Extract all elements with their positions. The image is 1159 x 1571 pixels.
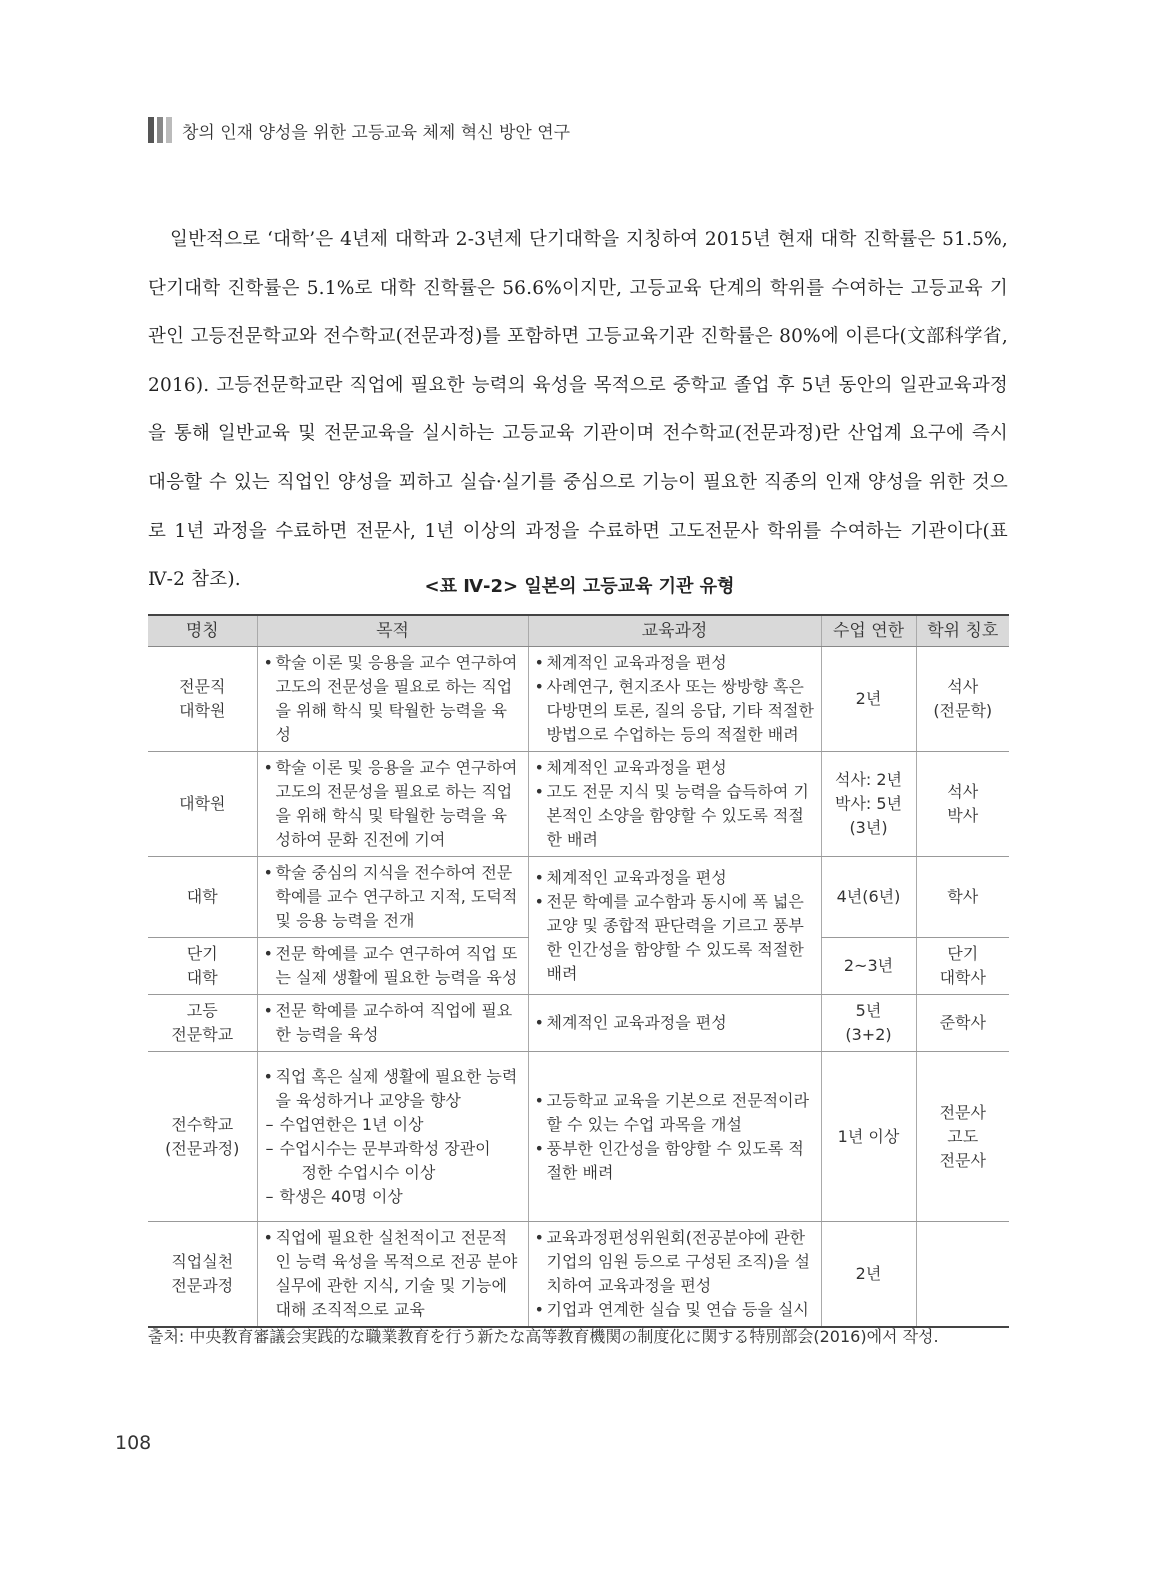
running-header [148, 117, 570, 143]
cell-years: 1년 이상 [821, 1052, 916, 1222]
cell-years: 2~3년 [821, 938, 916, 995]
cell-degree: 전문사 고도 전문사 [916, 1052, 1009, 1222]
cell-years: 석사: 2년 박사: 5년 (3년) [821, 752, 916, 857]
cell-name: 직업실천 전문과정 [148, 1222, 257, 1328]
header-years: 수업 연한 [821, 615, 916, 647]
table-caption: <표 Ⅳ-2> 일본의 고등교육 기관 유형 [424, 576, 735, 597]
header-name: 명칭 [148, 615, 257, 647]
table-row [148, 995, 1009, 1052]
cell-years: 2년 [821, 647, 916, 752]
cell-purpose: • 직업 혹은 실제 생활에 필요한 능력을 육성하거나 교양을 향상 – 수업연한은 1년 이상 – 수업시수는 문부과학성 장관이 정한 수업시수 이상 – 학생은 40명 이상 [257, 1052, 528, 1222]
cell-name: 단기 대학 [148, 938, 257, 995]
cell-curriculum: • 체계적인 교육과정을 편성 • 고도 전문 지식 및 능력을 습득하여 기본적인 소양을 함양할 수 있도록 적절한 배려 [528, 752, 821, 857]
header-curriculum: 교육과정 [528, 615, 821, 647]
cell-degree [916, 1222, 1009, 1328]
body-text [148, 216, 1008, 605]
header-purpose: 목적 [257, 615, 528, 647]
cell-purpose: • 학술 이론 및 응용을 교수 연구하여 고도의 전문성을 필요로 하는 직업을 위해 학식 및 탁월한 능력을 육성 [257, 647, 528, 752]
header-title: 창의 인재 양성을 위한 고등교육 체제 혁신 방안 연구 [182, 122, 571, 143]
table-header-row [148, 615, 1009, 647]
cell-purpose: • 학술 중심의 지식을 전수하여 전문 학예를 교수 연구하고 지적, 도덕적 및 응용 능력을 전개 [257, 857, 528, 938]
cell-curriculum: • 체계적인 교육과정을 편성 [528, 995, 821, 1052]
cell-degree: 단기 대학사 [916, 938, 1009, 995]
header-bar-icon [148, 117, 172, 143]
cell-degree: 학사 [916, 857, 1009, 938]
cell-purpose: • 전문 학예를 교수하여 직업에 필요한 능력을 육성 [257, 995, 528, 1052]
cell-purpose: • 직업에 필요한 실천적이고 전문적인 능력 육성을 목적으로 전공 분야 실무에 관한 지식, 기술 및 기능에 대해 조직적으로 교육 [257, 1222, 528, 1328]
cell-years: 5년 (3+2) [821, 995, 916, 1052]
cell-name: 대학 [148, 857, 257, 938]
cell-curriculum: • 체계적인 교육과정을 편성 • 사례연구, 현지조사 또는 쌍방향 혹은 다방면의 토론, 질의 응답, 기타 적절한 방법으로 수업하는 등의 적절한 배려 [528, 647, 821, 752]
cell-purpose: • 학술 이론 및 응용을 교수 연구하여 고도의 전문성을 필요로 하는 직업을 위해 학식 및 탁월한 능력을 육성하여 문화 진전에 기여 [257, 752, 528, 857]
cell-name: 전문직 대학원 [148, 647, 257, 752]
cell-name: 전수학교 (전문과정) [148, 1052, 257, 1222]
table-row [148, 647, 1009, 752]
cell-curriculum: • 교육과정편성위원회(전공분야에 관한 기업의 임원 등으로 구성된 조직)을 설치하여 교육과정을 편성 • 기업과 연계한 실습 및 연습 등을 실시 [528, 1222, 821, 1328]
page-number: 108 [115, 1432, 152, 1454]
cell-years: 2년 [821, 1222, 916, 1328]
cell-degree: 준학사 [916, 995, 1009, 1052]
header-degree: 학위 칭호 [916, 615, 1009, 647]
body-paragraph: 일반적으로 ‘대학’은 4년제 대학과 2-3년제 단기대학을 지칭하여 2015년 현재 대학 진학률은 51.5%, 단기대학 진학률은 5.1%로 대학 진학률은 56.6%이지만, 고등교육 단계의 학위를 수여하는 고등교육 기관인 고등전문학교와 전수학교(전문과정)를 포함하면 고등교육기관 진학률은 80%에 이른다(文部科学省, 2016). 고등전문학교란 직업에 필요한 능력의 육성을 목적으로 중학교 졸업 후 5년 동안의 일관교육과정을 통해 일반교육 및 전문교육을 실시하는 고등교육 기관이며 전수학교(전문과정)란 산업계 요구에 즉시 대응할 수 있는 직업인 양성을 꾀하고 실습·실기를 중심으로 기능이 필요한 직종의 인재 양성을 위한 것으로 1년 과정을 수료하면 전문사, 1년 이상의 과정을 수료하면 고도전문사 학위를 수여하는 기관이다(표 Ⅳ-2 참조). [148, 229, 1008, 591]
table-row [148, 1052, 1009, 1222]
table-source-note: 출처: 中央教育審議会実践的な職業教育を行う新たな高等教育機関の制度化に関する特別部会(2016)에서 작성. [148, 1327, 939, 1346]
table-row [148, 857, 1009, 938]
cell-name: 대학원 [148, 752, 257, 857]
cell-degree: 석사 (전문학) [916, 647, 1009, 752]
cell-curriculum: • 고등학교 교육을 기본으로 전문적이라 할 수 있는 수업 과목을 개설 • 풍부한 인간성을 함양할 수 있도록 적절한 배려 [528, 1052, 821, 1222]
table-row [148, 1222, 1009, 1328]
cell-name: 고등 전문학교 [148, 995, 257, 1052]
cell-years: 4년(6년) [821, 857, 916, 938]
institution-type-table [148, 614, 1009, 1328]
table-row [148, 752, 1009, 857]
cell-curriculum: • 체계적인 교육과정을 편성 • 전문 학예를 교수함과 동시에 폭 넓은 교양 및 종합적 판단력을 기르고 풍부한 인간성을 함양할 수 있도록 적절한 배려 [528, 857, 821, 995]
cell-degree: 석사 박사 [916, 752, 1009, 857]
cell-purpose: • 전문 학예를 교수 연구하여 직업 또는 실제 생활에 필요한 능력을 육성 [257, 938, 528, 995]
